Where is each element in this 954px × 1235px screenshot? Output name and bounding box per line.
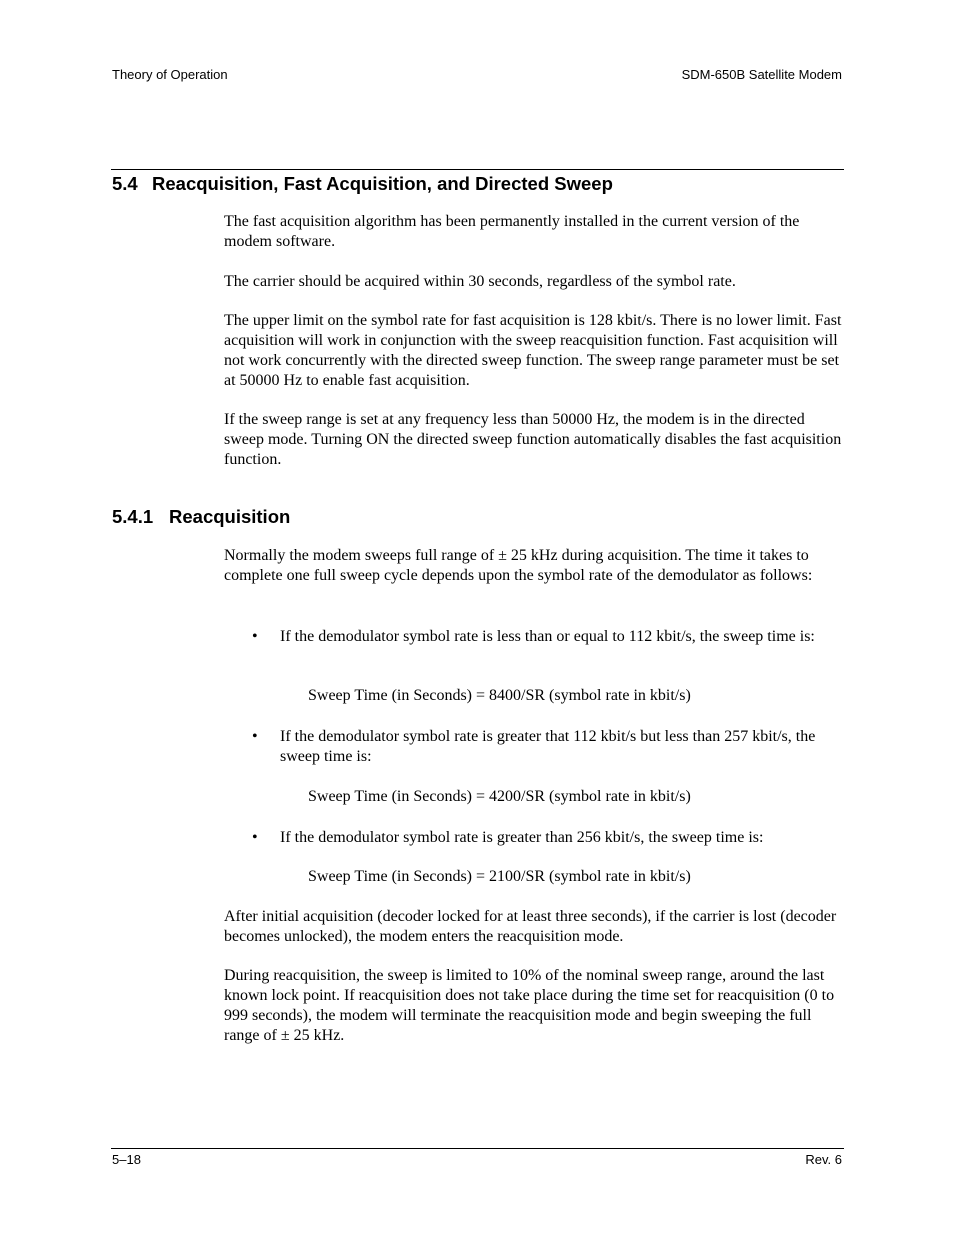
- page-number: 5–18: [112, 1152, 141, 1167]
- sweep-time-formula: Sweep Time (in Seconds) = 2100/SR (symbol rate in kbit/s): [308, 868, 691, 885]
- section-title: Reacquisition, Fast Acquisition, and Directed Sweep: [152, 173, 613, 194]
- paragraph-fast-acquisition-installed: The fast acquisition algorithm has been permanently installed in the current version of the modem software.: [224, 213, 800, 250]
- paragraph-upper-limit: The upper limit on the symbol rate for fast acquisition is 128 kbit/s. There is no lower limit. Fast acquisition will work in conjunction with the sweep reacquisition function. Fast acquisition will not work concurrently with the directed sweep function. The sweep range parameter must be set at 50000 Hz to enable fast acquisition.: [224, 312, 842, 389]
- bullet-text: If the demodulator symbol rate is less than or equal to 112 kbit/s, the sweep time is:: [280, 628, 815, 645]
- paragraph-after-acquisition: After initial acquisition (decoder locked for at least three seconds), if the carrier is lost (decoder becomes unlocked), the modem enters the reacquisition mode.: [224, 908, 837, 945]
- bullet-marker: •: [252, 728, 258, 745]
- paragraph-sweep-intro: Normally the modem sweeps full range of ± 25 kHz during acquisition. The time it takes to complete one full sweep cycle depends upon the symbol rate of the demodulator as follows:: [224, 547, 813, 584]
- list-item: [252, 627, 844, 647]
- section-heading: [112, 173, 613, 195]
- bullet-text: If the demodulator symbol rate is greater than 256 kbit/s, the sweep time is:: [280, 829, 764, 846]
- sweep-time-formula: Sweep Time (in Seconds) = 8400/SR (symbol rate in kbit/s): [308, 687, 691, 704]
- subsection-heading: [112, 506, 290, 528]
- paragraph-during-reacquisition: During reacquisition, the sweep is limited to 10% of the nominal sweep range, around the last known lock point. If reacquisition does not take place during the time set for reacquisition (0 to 999 seconds), the modem will terminate the reacquisition mode and begin sweeping the full range of ± 25 kHz.: [224, 967, 835, 1044]
- paragraph-carrier-acquired: The carrier should be acquired within 30 seconds, regardless of the symbol rate.: [224, 273, 736, 290]
- running-header-chapter: Theory of Operation: [112, 67, 228, 82]
- header-rule: [111, 169, 844, 170]
- sweep-time-formula: Sweep Time (in Seconds) = 4200/SR (symbol rate in kbit/s): [308, 788, 691, 805]
- subsection-title: Reacquisition: [169, 506, 291, 527]
- list-item: [252, 828, 844, 848]
- footer-rule: [111, 1148, 844, 1149]
- list-item: [252, 727, 844, 767]
- bullet-marker: •: [252, 829, 258, 846]
- bullet-text: If the demodulator symbol rate is greater that 112 kbit/s but less than 257 kbit/s, the sweep time is:: [280, 728, 816, 765]
- running-header-product: SDM-650B Satellite Modem: [681, 67, 842, 82]
- bullet-marker: •: [252, 628, 258, 645]
- subsection-number: 5.4.1: [112, 506, 154, 527]
- paragraph-directed-sweep: If the sweep range is set at any frequency less than 50000 Hz, the modem is in the directed sweep mode. Turning ON the directed sweep function automatically disables the fast acquisition function.: [224, 411, 842, 468]
- revision-label: Rev. 6: [805, 1152, 842, 1167]
- section-number: 5.4: [112, 173, 138, 194]
